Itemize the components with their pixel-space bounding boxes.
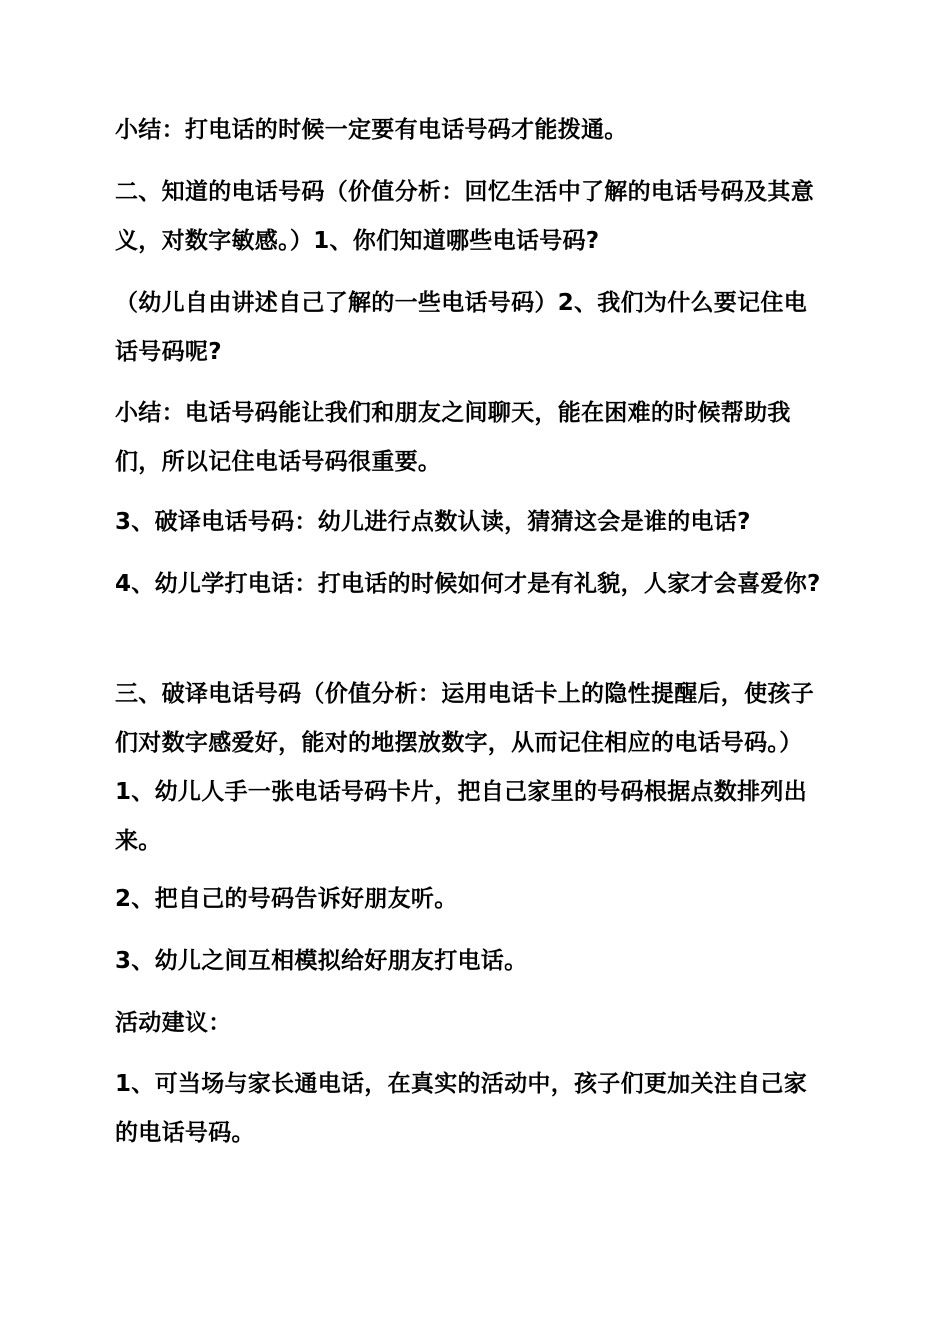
step-3b-paragraph: 3、幼儿之间互相模拟给好朋友打电话。 bbox=[115, 948, 528, 974]
section-three-paragraph: 三、破译电话号码（价值分析：运用电话卡上的隐性提醒后，使孩子们对数字感爱好，能对的地摆放数字，从而记住相应的电话号码。）1、幼儿人手一张电话号码卡片，把自己家里的号码根据点数排列出来。 bbox=[115, 681, 814, 854]
suggestion-1-paragraph: 1、可当场与家长通电话，在真实的活动中，孩子们更加关注自己家的电话号码。 bbox=[115, 1071, 808, 1146]
summary-paragraph-2: 小结：电话号码能让我们和朋友之间聊天，能在困难的时候帮助我们，所以记住电话号码很重要。 bbox=[115, 400, 791, 475]
children-share-paragraph: （幼儿自由讲述自己了解的一些电话号码）2、我们为什么要记住电话号码呢? bbox=[115, 290, 808, 365]
summary-paragraph-1: 小结：打电话的时候一定要有电话号码才能拨通。 bbox=[115, 117, 628, 143]
step-4-paragraph: 4、幼儿学打电话：打电话的时候如何才是有礼貌，人家才会喜爱你? bbox=[115, 571, 821, 597]
section-two-paragraph: 二、知道的电话号码（价值分析：回忆生活中了解的电话号码及其意义，对数字敏感。）1、你们知道哪些电话号码? bbox=[115, 179, 814, 254]
step-3-paragraph: 3、破译电话号码：幼儿进行点数认读，猜猜这会是谁的电话? bbox=[115, 509, 751, 535]
activity-suggestion-heading: 活动建议： bbox=[115, 1010, 232, 1036]
step-2-paragraph: 2、把自己的号码告诉好朋友听。 bbox=[115, 886, 458, 912]
